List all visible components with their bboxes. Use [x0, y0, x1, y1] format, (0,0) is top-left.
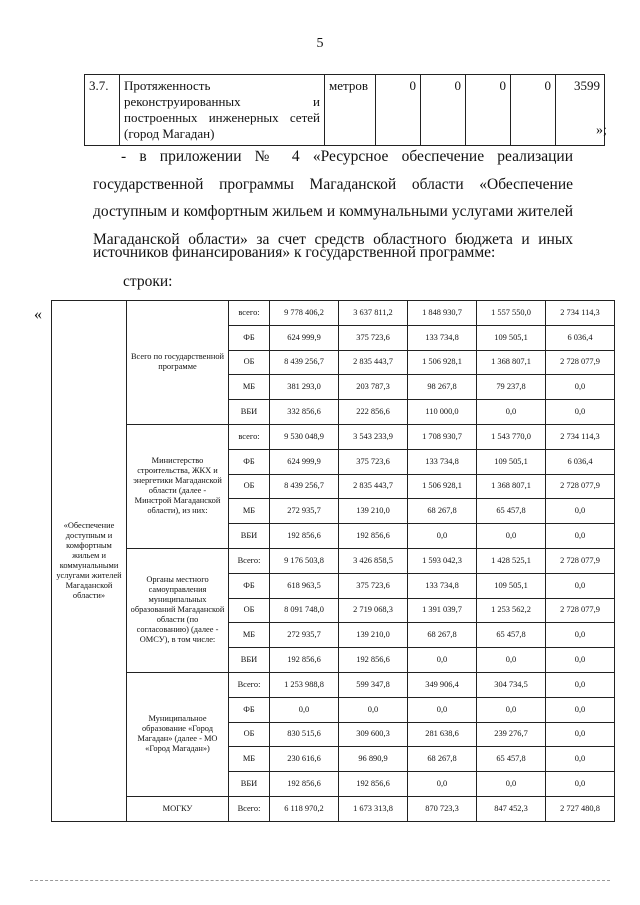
amount-cell: 65 457,8 [477, 499, 546, 524]
paragraph-line: - в приложении № 4 «Ресурсное обеспечение реализации [121, 148, 573, 165]
indicator-value: 0 [421, 75, 466, 146]
funding-type-cell: МБ [229, 499, 270, 524]
opening-quote: « [34, 306, 42, 323]
funding-type-cell: Всего: [229, 672, 270, 697]
amount-cell: 0,0 [546, 573, 615, 598]
amount-cell: 2 719 068,3 [339, 598, 408, 623]
amount-cell: 0,0 [546, 375, 615, 400]
paragraph-last-line: источников финансирования» к государственной программе: [93, 244, 496, 261]
funding-type-cell: ВБИ [229, 524, 270, 549]
amount-cell: 8 091 748,0 [270, 598, 339, 623]
amount-cell: 349 906,4 [408, 672, 477, 697]
amount-cell: 624 999,9 [270, 449, 339, 474]
program-name-cell: «Обеспечение доступным и комфортным жильем и коммунальными услугами жителей Магаданской области» [52, 301, 127, 822]
executor-cell: Всего по государственной программе [127, 301, 229, 425]
amount-cell: 139 210,0 [339, 499, 408, 524]
funding-type-cell: ВБИ [229, 400, 270, 425]
amount-cell: 0,0 [546, 524, 615, 549]
indicator-value: 0 [466, 75, 511, 146]
resource-table [51, 300, 615, 822]
amount-cell: 1 368 807,1 [477, 350, 546, 375]
amount-cell: 0,0 [546, 672, 615, 697]
amount-cell: 6 118 970,2 [270, 796, 339, 821]
amount-cell: 192 856,6 [270, 524, 339, 549]
amount-cell: 272 935,7 [270, 623, 339, 648]
executor-cell: Муниципальное образование «Город Магадан» (далее - МО «Город Магадан») [127, 672, 229, 796]
amount-cell: 0,0 [477, 772, 546, 797]
amount-cell: 381 293,0 [270, 375, 339, 400]
amount-cell: 65 457,8 [477, 623, 546, 648]
scan-edge-line [30, 880, 610, 881]
funding-type-cell: МБ [229, 747, 270, 772]
amount-cell: 0,0 [408, 697, 477, 722]
amount-cell: 109 505,1 [477, 325, 546, 350]
amount-cell: 1 708 930,7 [408, 424, 477, 449]
funding-type-cell: ОБ [229, 598, 270, 623]
amount-cell: 0,0 [477, 648, 546, 673]
amount-cell: 222 856,6 [339, 400, 408, 425]
funding-type-cell: всего: [229, 424, 270, 449]
amount-cell: 624 999,9 [270, 325, 339, 350]
amount-cell: 847 452,3 [477, 796, 546, 821]
amount-cell: 192 856,6 [339, 772, 408, 797]
funding-type-cell: МБ [229, 375, 270, 400]
amount-cell: 3 637 811,2 [339, 301, 408, 326]
funding-type-cell: Всего: [229, 548, 270, 573]
executor-cell: Министерство строительства, ЖКХ и энергетики Магаданской области (далее - Минстрой Магаданской области), из них: [127, 424, 229, 548]
amount-cell: 375 723,6 [339, 449, 408, 474]
amount-cell: 2 835 443,7 [339, 474, 408, 499]
amount-cell: 0,0 [546, 722, 615, 747]
amendment-paragraph [93, 143, 573, 253]
amount-cell: 203 787,3 [339, 375, 408, 400]
amount-cell: 2 728 077,9 [546, 474, 615, 499]
table-row [52, 796, 615, 821]
funding-type-cell: ФБ [229, 449, 270, 474]
indicator-table [84, 74, 605, 146]
amount-cell: 133 734,8 [408, 573, 477, 598]
funding-type-cell: ФБ [229, 697, 270, 722]
amount-cell: 304 734,5 [477, 672, 546, 697]
amount-cell: 133 734,8 [408, 325, 477, 350]
amount-cell: 2 728 077,9 [546, 350, 615, 375]
amount-cell: 1 506 928,1 [408, 350, 477, 375]
amount-cell: 0,0 [408, 772, 477, 797]
indicator-name: Протяженность реконструированных и построенных инженерных сетей (город Магадан) [120, 75, 325, 146]
amount-cell: 9 530 048,9 [270, 424, 339, 449]
amount-cell: 0,0 [270, 697, 339, 722]
amount-cell: 1 391 039,7 [408, 598, 477, 623]
paragraph-line: государственной программы Магаданской области «Обеспечение [93, 175, 573, 193]
amount-cell: 272 935,7 [270, 499, 339, 524]
amount-cell: 0,0 [546, 697, 615, 722]
amount-cell: 870 723,3 [408, 796, 477, 821]
amount-cell: 133 734,8 [408, 449, 477, 474]
executor-cell: Органы местного самоуправления муниципальных образований Магаданской области (по согласованию) (далее - ОМСУ), в том числе: [127, 548, 229, 672]
amount-cell: 192 856,6 [270, 772, 339, 797]
funding-type-cell: ОБ [229, 350, 270, 375]
amount-cell: 309 600,3 [339, 722, 408, 747]
amount-cell: 1 543 770,0 [477, 424, 546, 449]
amount-cell: 6 036,4 [546, 449, 615, 474]
indicator-value: 3599 [556, 75, 605, 146]
amount-cell: 1 848 930,7 [408, 301, 477, 326]
amount-cell: 0,0 [477, 400, 546, 425]
amount-cell: 1 368 807,1 [477, 474, 546, 499]
amount-cell: 98 267,8 [408, 375, 477, 400]
amount-cell: 109 505,1 [477, 449, 546, 474]
amount-cell: 230 616,6 [270, 747, 339, 772]
amount-cell: 1 428 525,1 [477, 548, 546, 573]
amount-cell: 192 856,6 [339, 524, 408, 549]
amount-cell: 0,0 [339, 697, 408, 722]
amount-cell: 1 593 042,3 [408, 548, 477, 573]
amount-cell: 0,0 [546, 648, 615, 673]
amount-cell: 68 267,8 [408, 623, 477, 648]
amount-cell: 332 856,6 [270, 400, 339, 425]
amount-cell: 0,0 [546, 772, 615, 797]
amount-cell: 6 036,4 [546, 325, 615, 350]
amount-cell: 0,0 [546, 499, 615, 524]
page-number: 5 [316, 36, 324, 51]
rows-label: строки: [123, 273, 173, 290]
funding-type-cell: ВБИ [229, 648, 270, 673]
amount-cell: 2 734 114,3 [546, 301, 615, 326]
amount-cell: 2 734 114,3 [546, 424, 615, 449]
amount-cell: 65 457,8 [477, 747, 546, 772]
amount-cell: 2 728 077,9 [546, 598, 615, 623]
amount-cell: 8 439 256,7 [270, 350, 339, 375]
amount-cell: 139 210,0 [339, 623, 408, 648]
amount-cell: 375 723,6 [339, 325, 408, 350]
amount-cell: 0,0 [408, 524, 477, 549]
amount-cell: 0,0 [546, 400, 615, 425]
amount-cell: 2 727 480,8 [546, 796, 615, 821]
amount-cell: 0,0 [546, 747, 615, 772]
amount-cell: 1 253 988,8 [270, 672, 339, 697]
amount-cell: 1 506 928,1 [408, 474, 477, 499]
paragraph-line: Магаданской области» за счет средств областного бюджета и иных [93, 230, 573, 248]
amount-cell: 375 723,6 [339, 573, 408, 598]
amount-cell: 618 963,5 [270, 573, 339, 598]
table-row [52, 672, 615, 697]
funding-type-cell: Всего: [229, 796, 270, 821]
amount-cell: 2 835 443,7 [339, 350, 408, 375]
amount-cell: 0,0 [477, 524, 546, 549]
amount-cell: 599 347,8 [339, 672, 408, 697]
amount-cell: 281 638,6 [408, 722, 477, 747]
executor-cell: МОГКУ [127, 796, 229, 821]
table-row [52, 424, 615, 449]
amount-cell: 109 505,1 [477, 573, 546, 598]
amount-cell: 830 515,6 [270, 722, 339, 747]
amount-cell: 1 557 550,0 [477, 301, 546, 326]
indicator-value: 0 [376, 75, 421, 146]
funding-type-cell: ФБ [229, 573, 270, 598]
amount-cell: 239 276,7 [477, 722, 546, 747]
funding-type-cell: ВБИ [229, 772, 270, 797]
indicator-row [85, 75, 605, 146]
amount-cell: 1 673 313,8 [339, 796, 408, 821]
indicator-number: 3.7. [85, 75, 120, 146]
amount-cell: 192 856,6 [270, 648, 339, 673]
amount-cell: 79 237,8 [477, 375, 546, 400]
funding-type-cell: всего: [229, 301, 270, 326]
table-row [52, 301, 615, 326]
funding-type-cell: ФБ [229, 325, 270, 350]
amount-cell: 0,0 [477, 697, 546, 722]
indicator-value: 0 [511, 75, 556, 146]
amount-cell: 3 543 233,9 [339, 424, 408, 449]
amount-cell: 3 426 858,5 [339, 548, 408, 573]
closing-quote: »; [596, 123, 607, 138]
amount-cell: 96 890,9 [339, 747, 408, 772]
paragraph-line: доступным и комфортным жильем и коммунальными услугами жителей [93, 203, 573, 220]
amount-cell: 9 778 406,2 [270, 301, 339, 326]
amount-cell: 68 267,8 [408, 499, 477, 524]
amount-cell: 110 000,0 [408, 400, 477, 425]
amount-cell: 192 856,6 [339, 648, 408, 673]
funding-type-cell: ОБ [229, 722, 270, 747]
amount-cell: 0,0 [546, 623, 615, 648]
amount-cell: 2 728 077,9 [546, 548, 615, 573]
amount-cell: 1 253 562,2 [477, 598, 546, 623]
amount-cell: 0,0 [408, 648, 477, 673]
indicator-unit: метров [325, 75, 376, 146]
funding-type-cell: МБ [229, 623, 270, 648]
table-row [52, 548, 615, 573]
funding-type-cell: ОБ [229, 474, 270, 499]
amount-cell: 68 267,8 [408, 747, 477, 772]
amount-cell: 8 439 256,7 [270, 474, 339, 499]
amount-cell: 9 176 503,8 [270, 548, 339, 573]
